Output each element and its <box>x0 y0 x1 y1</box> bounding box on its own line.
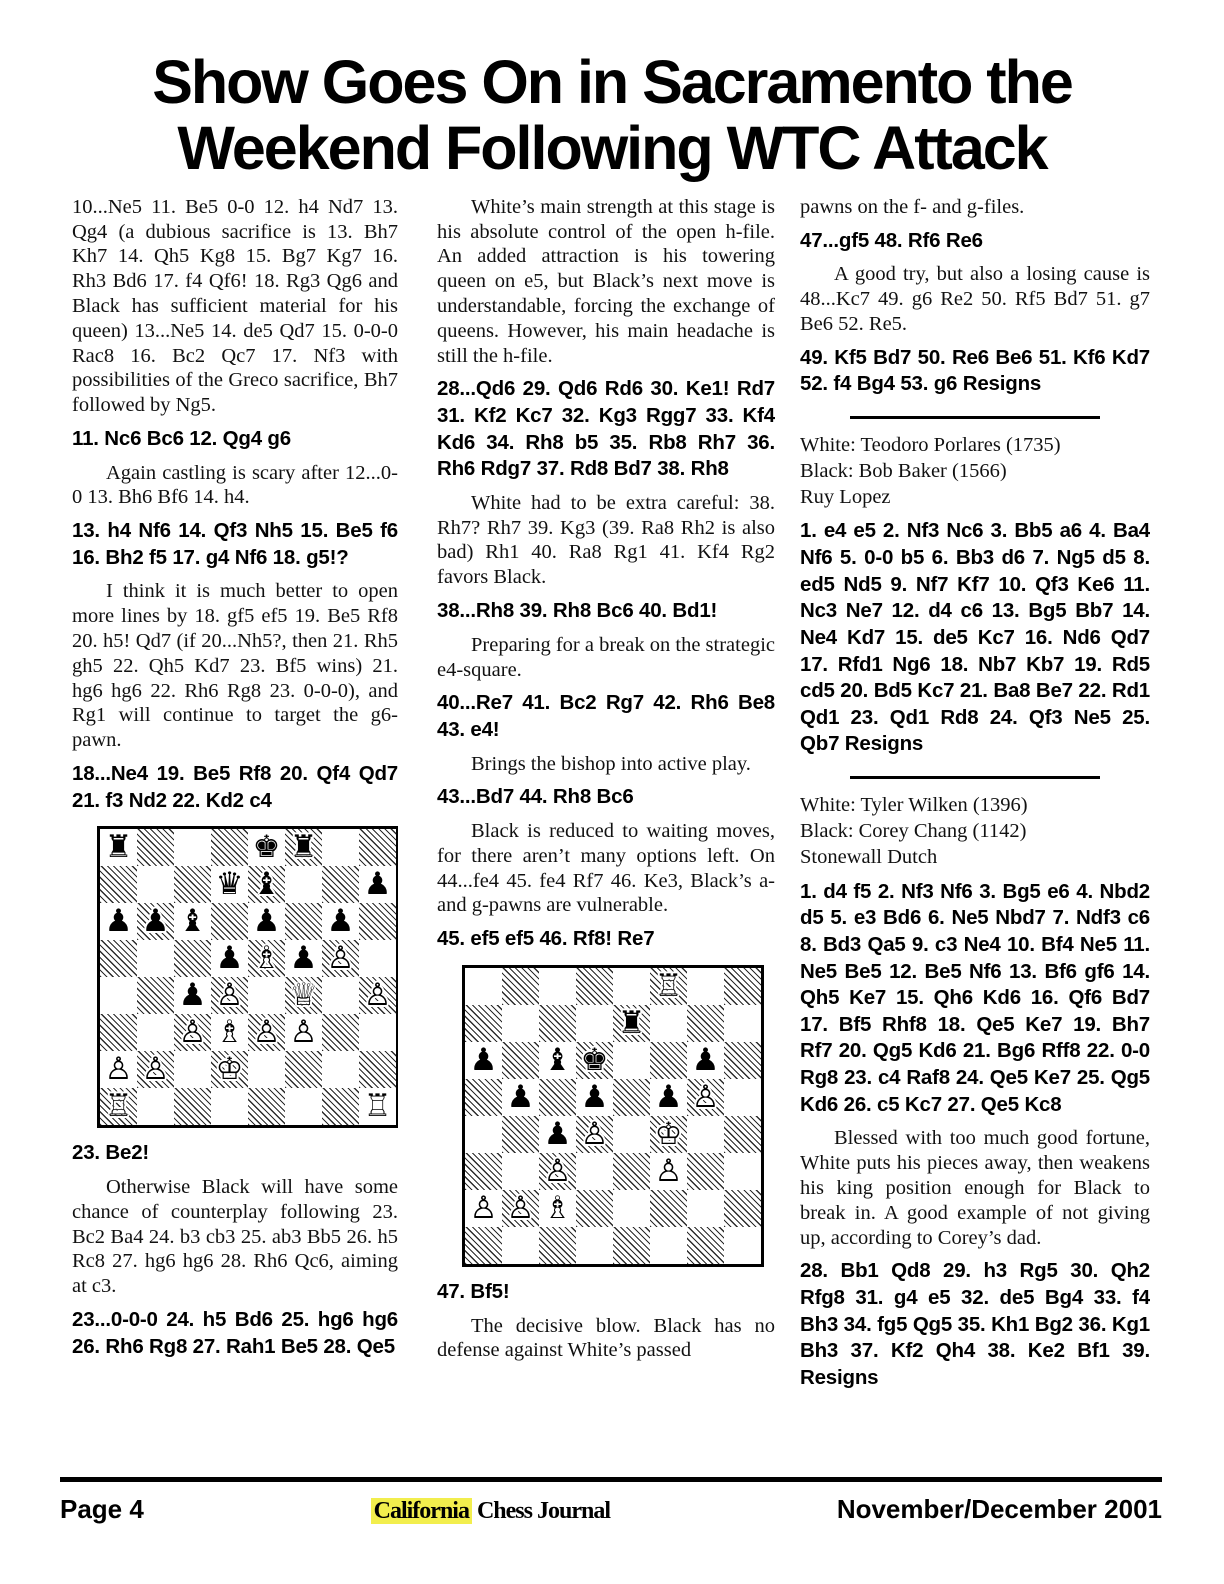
board-square <box>211 1088 248 1125</box>
board-square <box>359 1088 396 1125</box>
journal-name <box>371 1498 610 1525</box>
board-square <box>174 829 211 866</box>
board-square <box>576 1190 613 1227</box>
commentary-paragraph: I think it is much better to open more lines by 18. gf5 ef5 19. Be5 Rf8 20. h5! Qd7 (if 20...Nh5?, then 21. Rh5 gh5 22. Qh5 Kd7 23. Bf5 wins) 21. hg6 hg6 22. Rh6 Rg8 23. 0-0-0), and Rg1 will continue to target the g6-pawn. <box>72 580 398 752</box>
game-moves: 1. e4 e5 2. Nf3 Nc6 3. Bb5 a6 4. Ba4 Nf6 5. 0-0 b5 6. Bb3 d6 7. Ng5 d5 8. ed5 Nd5 9. Nf7 Kf7 10. Qf3 Ke6 11. Nc3 Ne7 12. d4 c6 13. Bg5 Bb7 14. Ne4 Kd7 15. de5 Kc7 16. Nd6 Qd7 17. Rfd1 Ng6 18. Nb7 Kb7 19. Rd5 cd5 20. Bd5 Kc7 21. Ba8 Be7 22. Rd1 Qd1 23. Qd1 Rd8 24. Qf3 Ne5 25. Qb7 Resigns <box>800 519 1150 756</box>
black-bishop-icon: ♝ <box>178 903 207 940</box>
board-square <box>724 1042 761 1079</box>
board-square <box>137 1051 174 1088</box>
board-square <box>322 1014 359 1051</box>
commentary-paragraph: The decisive blow. Black has no defense against White’s passed <box>437 1314 775 1362</box>
black-pawn-icon: ♟ <box>580 1078 609 1115</box>
board-square <box>248 1051 285 1088</box>
board-square <box>465 1153 502 1190</box>
game-moves: 43...Bd7 44. Rh8 Bc6 <box>437 785 634 809</box>
board-square <box>137 829 174 866</box>
board-square <box>174 940 211 977</box>
white-pawn-icon: ♙ <box>252 1014 281 1051</box>
game-moves: 23. Be2! <box>72 1141 150 1165</box>
board-square <box>650 968 687 1005</box>
white-king-icon: ♔ <box>654 1115 683 1152</box>
game-header-line: Black: Corey Chang (1142) <box>800 819 1027 842</box>
game-header-line: White: Tyler Wilken (1396) <box>800 794 1028 817</box>
black-pawn-icon: ♟ <box>215 940 244 977</box>
board-rank <box>465 1190 761 1227</box>
board-square <box>465 1005 502 1042</box>
board-square <box>248 829 285 866</box>
game-moves: 45. ef5 ef5 46. Rf8! Re7 <box>437 927 655 951</box>
board-square <box>724 968 761 1005</box>
board-square <box>650 1190 687 1227</box>
page-number: Page 4 <box>60 1494 144 1524</box>
board-rank <box>100 1051 396 1088</box>
board-square <box>613 1005 650 1042</box>
game-moves: 38...Rh8 39. Rh8 Bc6 40. Bd1! <box>437 599 718 623</box>
black-pawn-icon: ♟ <box>326 903 355 940</box>
board-square <box>248 940 285 977</box>
board-square <box>285 1014 322 1051</box>
black-pawn-icon: ♟ <box>252 903 281 940</box>
board-square <box>174 1014 211 1051</box>
board-square <box>137 1088 174 1125</box>
board-square <box>174 977 211 1014</box>
game-moves: 11. Nc6 Bc6 12. Qg4 g6 <box>72 426 291 450</box>
board-square <box>285 940 322 977</box>
board-square <box>465 1042 502 1079</box>
board-square <box>502 1042 539 1079</box>
section-divider <box>850 416 1100 419</box>
white-pawn-icon: ♙ <box>580 1115 609 1152</box>
black-pawn-icon: ♟ <box>506 1078 535 1115</box>
board-square <box>359 1051 396 1088</box>
board-square <box>137 903 174 940</box>
game-header-line: White: Teodoro Porlares (1735) <box>800 433 1061 456</box>
board-square <box>613 1227 650 1264</box>
black-pawn-icon: ♟ <box>691 1041 720 1078</box>
board-square <box>174 1051 211 1088</box>
board-square <box>724 1153 761 1190</box>
black-pawn-icon: ♟ <box>363 866 392 903</box>
white-pawn-icon: ♙ <box>506 1189 535 1226</box>
chess-diagram-diagram-after-22-c4 <box>97 826 398 1128</box>
board-square <box>174 903 211 940</box>
white-pawn-icon: ♙ <box>104 1051 133 1088</box>
board-square <box>613 1116 650 1153</box>
section-divider <box>850 776 1100 779</box>
board-square <box>502 1190 539 1227</box>
board-rank <box>100 829 396 866</box>
board-square <box>137 1014 174 1051</box>
board-square <box>724 1116 761 1153</box>
white-pawn-icon: ♙ <box>289 1014 318 1051</box>
board-square <box>285 1088 322 1125</box>
game-moves: 49. Kf5 Bd7 50. Re6 Be6 51. Kf6 Kd7 52. f4 Bg4 53. g6 Resigns <box>800 345 1150 396</box>
white-pawn-icon: ♙ <box>691 1078 720 1115</box>
board-square <box>724 1190 761 1227</box>
board-square <box>650 1005 687 1042</box>
board-rank <box>100 1088 396 1125</box>
commentary-paragraph: Black is reduced to waiting moves, for there aren’t many options left. On 44...fe4 45. fe4 Rf7 46. Ke3, Black’s a- and g-pawns are vulnerable. <box>437 820 775 917</box>
board-rank <box>100 1014 396 1051</box>
board-square <box>359 903 396 940</box>
board-square <box>359 1014 396 1051</box>
black-pawn-icon: ♟ <box>469 1041 498 1078</box>
board-square <box>211 866 248 903</box>
board-square <box>502 968 539 1005</box>
board-square <box>687 968 724 1005</box>
board-square <box>502 1153 539 1190</box>
board-square <box>613 1042 650 1079</box>
board-square <box>100 940 137 977</box>
board-square <box>687 1005 724 1042</box>
board-square <box>465 1079 502 1116</box>
journal-name-rest: Chess Journal <box>471 1498 610 1524</box>
black-pawn-icon: ♟ <box>141 903 170 940</box>
black-king-icon: ♚ <box>252 829 281 866</box>
black-pawn-icon: ♟ <box>654 1078 683 1115</box>
white-bishop-icon: ♗ <box>252 940 281 977</box>
commentary-paragraph: White’s main strength at this stage is his absolute control of the open h-file. An added attraction is his towering queen on e5, but Black’s next move is understandable, forcing the exchange of queens. However, his main headache is still the h-file. <box>437 195 775 367</box>
commentary-paragraph: White had to be extra careful: 38. Rh7? Rh7 39. Kg3 (39. Ra8 Rh2 is also bad) Rh1 40. Ra8 Rg1 41. Kf4 Rg2 favors Black. <box>437 491 775 589</box>
game-header <box>800 793 1150 870</box>
black-king-icon: ♚ <box>580 1041 609 1078</box>
board-square <box>576 1079 613 1116</box>
game-header <box>800 433 1150 510</box>
commentary-paragraph: Again castling is scary after 12...0-0 13. Bh6 Bf6 14. h4. <box>72 461 398 509</box>
board-square <box>211 1051 248 1088</box>
white-queen-icon: ♕ <box>289 977 318 1014</box>
article-columns <box>72 192 1150 1458</box>
board-square <box>248 1014 285 1051</box>
board-square <box>359 829 396 866</box>
board-square <box>502 1079 539 1116</box>
white-rook-icon: ♖ <box>654 967 683 1004</box>
board-square <box>724 1005 761 1042</box>
board-square <box>687 1116 724 1153</box>
board-square <box>211 903 248 940</box>
board-square <box>539 1005 576 1042</box>
board-square <box>613 968 650 1005</box>
white-king-icon: ♔ <box>215 1051 244 1088</box>
board-square <box>285 977 322 1014</box>
white-bishop-icon: ♗ <box>543 1189 572 1226</box>
board-square <box>248 977 285 1014</box>
article-title-line-1: Show Goes On in Sacramento the <box>152 48 1072 116</box>
black-rook-icon: ♜ <box>104 829 133 866</box>
board-square <box>687 1042 724 1079</box>
board-square <box>539 968 576 1005</box>
white-pawn-icon: ♙ <box>469 1189 498 1226</box>
board-square <box>576 968 613 1005</box>
board-square <box>100 866 137 903</box>
board-rank <box>465 968 761 1005</box>
board-square <box>285 1051 322 1088</box>
board-square <box>576 1005 613 1042</box>
board-square <box>687 1153 724 1190</box>
black-bishop-icon: ♝ <box>252 866 281 903</box>
board-square <box>100 903 137 940</box>
board-square <box>650 1042 687 1079</box>
white-pawn-icon: ♙ <box>543 1152 572 1189</box>
board-square <box>322 903 359 940</box>
board-square <box>539 1079 576 1116</box>
board-square <box>576 1116 613 1153</box>
white-pawn-icon: ♙ <box>363 977 392 1014</box>
white-pawn-icon: ♙ <box>326 940 355 977</box>
article-column-2 <box>437 192 775 1458</box>
board-rank <box>465 1042 761 1079</box>
board-square <box>539 1227 576 1264</box>
game-moves: 1. d4 f5 2. Nf3 Nf6 3. Bg5 e6 4. Nbd2 d5 5. e3 Bd6 6. Ne5 Nbd7 7. Ndf3 c6 8. Bd3 Qa5 9. c3 Ne4 10. Bf4 Ne5 11. Ne5 Be5 12. Be5 Nf6 13. Bf6 gf6 14. Qh5 Ke7 15. Qh6 Kd6 16. Qf6 Bd7 17. Bf5 Rhf8 18. Qe5 Ke7 19. Bh7 Rf7 20. Qg5 Kd6 21. Bg6 Rff8 22. 0-0 Rg8 23. c4 Raf8 24. Qe5 Ke7 25. Qg5 Kd6 26. c5 Kc7 27. Qe5 Kc8 <box>800 879 1150 1116</box>
board-square <box>687 1190 724 1227</box>
board-square <box>539 1116 576 1153</box>
black-rook-icon: ♜ <box>617 1004 646 1041</box>
board-square <box>322 1051 359 1088</box>
board-rank <box>465 1227 761 1264</box>
game-moves: 28...Qd6 29. Qd6 Rd6 30. Ke1! Rd7 31. Kf2 Kc7 32. Kg3 Rgg7 33. Kf4 Kd6 34. Rh8 b5 35. Rb8 Rh7 36. Rh6 Rdg7 37. Rd8 Bd7 38. Rh8 <box>437 377 775 481</box>
board-square <box>322 829 359 866</box>
black-rook-icon: ♜ <box>289 829 318 866</box>
board-square <box>211 1014 248 1051</box>
board-square <box>100 1088 137 1125</box>
commentary-paragraph: Preparing for a break on the strategic e4-square. <box>437 633 775 681</box>
board-square <box>137 866 174 903</box>
board-square <box>465 1116 502 1153</box>
board-square <box>322 977 359 1014</box>
game-moves: 23...0-0-0 24. h5 Bd6 25. hg6 hg6 26. Rh6 Rg8 27. Rah1 Be5 28. Qe5 <box>72 1307 398 1358</box>
board-rank <box>100 866 396 903</box>
board-square <box>211 829 248 866</box>
board-square <box>613 1079 650 1116</box>
board-square <box>539 1153 576 1190</box>
board-rank <box>100 940 396 977</box>
board-rank <box>100 903 396 940</box>
chess-diagram-diagram-after-46-Re7 <box>462 965 764 1267</box>
board-square <box>211 940 248 977</box>
board-square <box>687 1079 724 1116</box>
black-pawn-icon: ♟ <box>104 903 133 940</box>
board-square <box>724 1079 761 1116</box>
commentary-paragraph: Brings the bishop into active play. <box>471 752 751 775</box>
commentary-paragraph: pawns on the f- and g-files. <box>800 195 1025 218</box>
board-square <box>285 829 322 866</box>
black-pawn-icon: ♟ <box>543 1115 572 1152</box>
commentary-paragraph: 10...Ne5 11. Be5 0-0 12. h4 Nd7 13. Qg4 (a dubious sacrifice is 13. Bh7 Kh7 14. Qh5 Kg8 15. Bg7 Kg7 16. Rh3 Bd6 17. f4 Qf6! 18. Rg3 Qg6 and Black has sufficient material for his queen) 13...Ne5 14. de5 Qd7 15. 0-0-0 Rac8 16. Bc2 Qc7 17. Nf3 with possibilities of the Greco sacrifice, Bh7 followed by Ng5. <box>72 195 398 417</box>
board-square <box>359 940 396 977</box>
board-square <box>687 1227 724 1264</box>
issue-date: November/December 2001 <box>836 1494 1162 1524</box>
board-rank <box>465 1116 761 1153</box>
board-square <box>248 866 285 903</box>
board-square <box>174 866 211 903</box>
white-pawn-icon: ♙ <box>141 1051 170 1088</box>
article-column-1 <box>72 192 398 1458</box>
white-rook-icon: ♖ <box>104 1088 133 1125</box>
board-square <box>285 903 322 940</box>
board-square <box>576 1042 613 1079</box>
black-pawn-icon: ♟ <box>289 940 318 977</box>
board-square <box>576 1153 613 1190</box>
board-square <box>248 1088 285 1125</box>
board-square <box>502 1005 539 1042</box>
board-square <box>248 903 285 940</box>
board-square <box>100 977 137 1014</box>
board-square <box>285 866 322 903</box>
game-moves: 13. h4 Nf6 14. Qf3 Nh5 15. Be5 f6 16. Bh2 f5 17. g4 Nf6 18. g5!? <box>72 519 398 569</box>
board-square <box>100 1051 137 1088</box>
board-square <box>137 940 174 977</box>
game-moves: 47. Bf5! <box>437 1279 510 1303</box>
page-footer <box>60 1477 1162 1525</box>
board-square <box>502 1116 539 1153</box>
board-rank <box>465 1153 761 1190</box>
game-moves: 28. Bb1 Qd8 29. h3 Rg5 30. Qh2 Rfg8 31. g4 e5 32. de5 Bg4 33. f4 Bh3 34. fg5 Qg5 35. Kh1 Bg2 36. Kg1 Bh3 37. Kf2 Qh4 38. Ke2 Bf1 39. Resigns <box>800 1259 1150 1389</box>
commentary-paragraph: Blessed with too much good fortune, White puts his pieces away, then weakens his king position enough for Black to break in. A good example of not giving up, according to Corey’s dad. <box>800 1127 1150 1249</box>
board-rank <box>100 977 396 1014</box>
board-square <box>539 1190 576 1227</box>
black-bishop-icon: ♝ <box>543 1041 572 1078</box>
game-moves: 47...gf5 48. Rf6 Re6 <box>800 228 983 252</box>
board-rank <box>465 1005 761 1042</box>
board-square <box>174 1088 211 1125</box>
board-square <box>359 977 396 1014</box>
board-square <box>650 1116 687 1153</box>
board-square <box>322 866 359 903</box>
white-rook-icon: ♖ <box>363 1088 392 1125</box>
board-square <box>211 977 248 1014</box>
white-pawn-icon: ♙ <box>215 977 244 1014</box>
article-title <box>0 50 1224 182</box>
board-square <box>100 1014 137 1051</box>
board-square <box>576 1227 613 1264</box>
board-square <box>724 1227 761 1264</box>
game-moves: 18...Ne4 19. Be5 Rf8 20. Qf4 Qd7 21. f3 Nd2 22. Kd2 c4 <box>72 762 398 812</box>
white-pawn-icon: ♙ <box>654 1152 683 1189</box>
journal-name-highlight: California <box>371 1498 472 1524</box>
article-column-3 <box>800 192 1150 1458</box>
black-queen-icon: ♛ <box>215 866 244 903</box>
black-pawn-icon: ♟ <box>178 977 207 1014</box>
board-square <box>502 1227 539 1264</box>
commentary-paragraph: A good try, but also a losing cause is 48...Kc7 49. g6 Re2 50. Rf5 Bd7 51. g7 Be6 52. Re5. <box>800 263 1150 335</box>
board-square <box>539 1042 576 1079</box>
board-square <box>613 1190 650 1227</box>
game-header-line: Ruy Lopez <box>800 485 891 508</box>
game-header-line: Black: Bob Baker (1566) <box>800 459 1007 482</box>
board-square <box>650 1079 687 1116</box>
board-square <box>100 829 137 866</box>
game-header-line: Stonewall Dutch <box>800 845 938 868</box>
board-square <box>465 1227 502 1264</box>
board-square <box>650 1227 687 1264</box>
board-square <box>137 977 174 1014</box>
board-square <box>322 940 359 977</box>
board-square <box>465 1190 502 1227</box>
board-square <box>322 1088 359 1125</box>
white-bishop-icon: ♗ <box>215 1014 244 1051</box>
board-square <box>650 1153 687 1190</box>
white-pawn-icon: ♙ <box>178 1014 207 1051</box>
board-square <box>359 866 396 903</box>
board-square <box>613 1153 650 1190</box>
article-title-line-2: Weekend Following WTC Attack <box>177 113 1047 182</box>
board-rank <box>465 1079 761 1116</box>
board-square <box>465 968 502 1005</box>
game-moves: 40...Re7 41. Bc2 Rg7 42. Rh6 Be8 43. e4! <box>437 691 775 741</box>
commentary-paragraph: Otherwise Black will have some chance of counterplay following 23. Bc2 Ba4 24. b3 cb3 25. ab3 Bb5 26. h5 Rc8 27. hg6 hg6 28. Rh6 Qc6, aiming at c3. <box>72 1175 398 1298</box>
